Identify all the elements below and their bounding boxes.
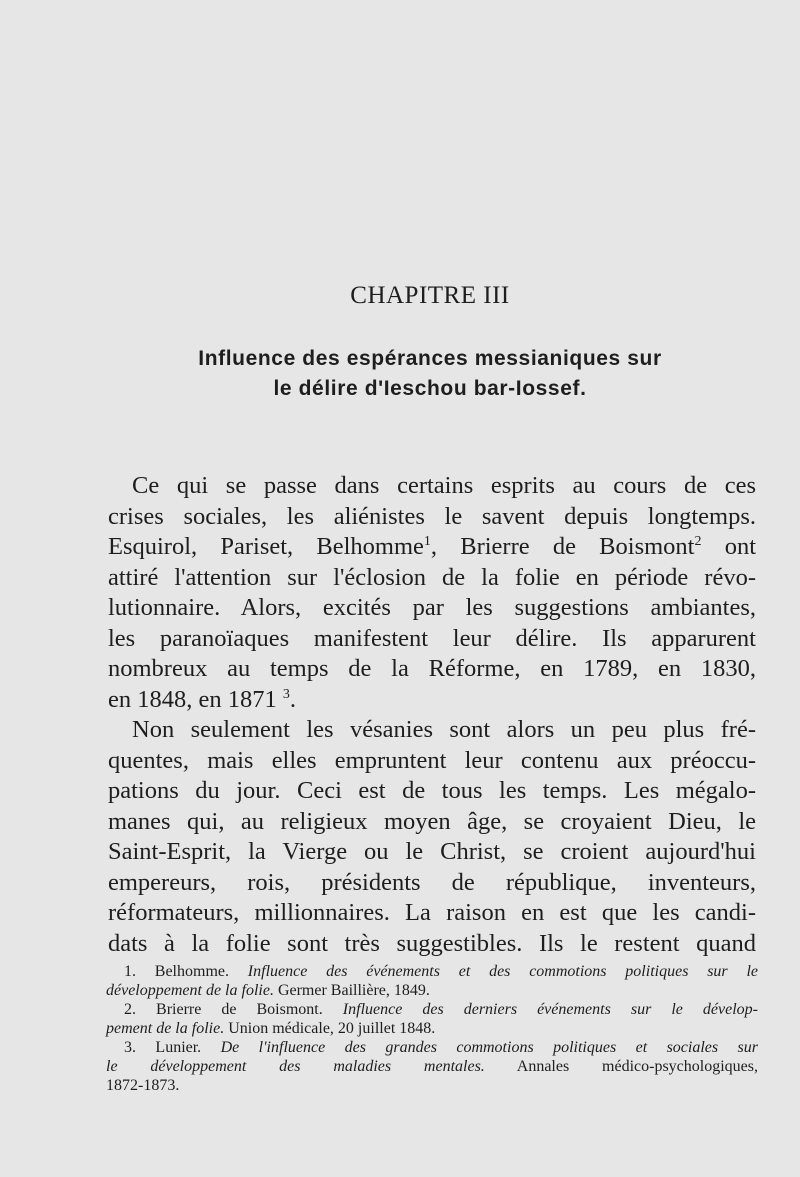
text-line: pations du jour. Ceci est de tous les temps. Les mégalo- — [108, 777, 756, 804]
footnote-number: 2. Brierre de Boismont. — [124, 1001, 343, 1018]
footnote-line — [106, 981, 758, 1000]
text-line: Non seulement les vésanies sont alors un peu plus fré- — [132, 716, 756, 743]
footnote-source: Union médicale, 20 juillet 1848. — [224, 1020, 436, 1037]
footnotes — [106, 962, 758, 1095]
text-line: quentes, mais elles empruntent leur contenu aux préoccu- — [108, 746, 756, 774]
text-line: dats à la folie sont très suggestibles. Ils le restent quand — [108, 929, 756, 957]
text-segment: ont — [701, 533, 757, 560]
footnote-line — [106, 1057, 758, 1076]
footnote-title: le développement des maladies mentales. — [106, 1058, 485, 1075]
footnote-ref-1: 1 — [423, 534, 431, 549]
text-segment: . — [289, 685, 296, 713]
text-line: réformateurs, millionnaires. La raison en est que les candi- — [108, 899, 756, 926]
footnote-title: Influence des événements et des commotions politiques sur le — [247, 963, 758, 980]
text-line: nombreux au temps de la Réforme, en 1789, en 1830, — [108, 655, 756, 682]
footnote-title: De l'influence des grandes commotions politiques et sociales sur — [220, 1039, 759, 1056]
text-line: Saint-Esprit, la Vierge ou le Christ, se croient aujourd'hui — [108, 838, 756, 865]
text-segment: Esquirol, Pariset, Belhomme — [108, 533, 424, 560]
subtitle-line-2: le délire d'Ieschou bar-Iossef. — [273, 377, 587, 400]
footnote-title: pement de la folie. — [106, 1020, 225, 1037]
footnote-source: Annales médico-psychologiques, — [484, 1058, 758, 1075]
footnote-number: 1. Belhomme. — [124, 963, 248, 980]
text-line: Ce qui se passe dans certains esprits au cours de ces — [132, 472, 756, 499]
footnote-line — [106, 962, 758, 981]
footnote-source: Germer Baillière, 1849. — [273, 982, 430, 999]
text-line: attiré l'attention sur l'éclosion de la folie en période révo- — [108, 563, 756, 591]
footnote-line — [106, 1000, 758, 1019]
text-segment: , Brierre de Boismont — [430, 533, 695, 560]
subtitle-line-1: Influence des espérances messianiques sur — [198, 347, 662, 370]
footnote-line — [106, 1019, 758, 1038]
text-line — [108, 532, 756, 563]
paragraph-1 — [108, 471, 756, 715]
text-line: manes qui, au religieux moyen âge, se croyaient Dieu, le — [108, 807, 756, 835]
text-line: empereurs, rois, présidents de république, inventeurs, — [108, 868, 756, 896]
text-line: les paranoïaques manifestent leur délire. Ils apparurent — [108, 624, 756, 652]
chapter-heading: CHAPITRE III — [350, 282, 510, 309]
text-line — [108, 685, 756, 716]
paragraph-2 — [108, 715, 756, 959]
chapter-subtitle — [100, 344, 760, 404]
footnote-title: développement de la folie. — [106, 982, 274, 999]
main-text — [108, 471, 756, 959]
footnote-line — [106, 1038, 758, 1057]
footnote-ref-3: 3 — [282, 686, 290, 702]
footnote-1 — [106, 962, 758, 1000]
footnote-number: 3. Lunier. — [124, 1039, 221, 1056]
text-segment: en 1848, en 1871 — [108, 685, 277, 713]
text-line: lutionnaire. Alors, excités par les suggestions ambiantes, — [108, 594, 756, 621]
footnote-ref-2: 2 — [694, 534, 702, 549]
text-line: crises sociales, les aliénistes le savent depuis longtemps. — [108, 502, 756, 530]
footnote-line: 1872-1873. — [106, 1077, 180, 1094]
footnote-2 — [106, 1000, 758, 1038]
footnote-title: Influence des derniers événements sur le dévelop- — [342, 1001, 759, 1018]
footnote-3 — [106, 1038, 758, 1095]
